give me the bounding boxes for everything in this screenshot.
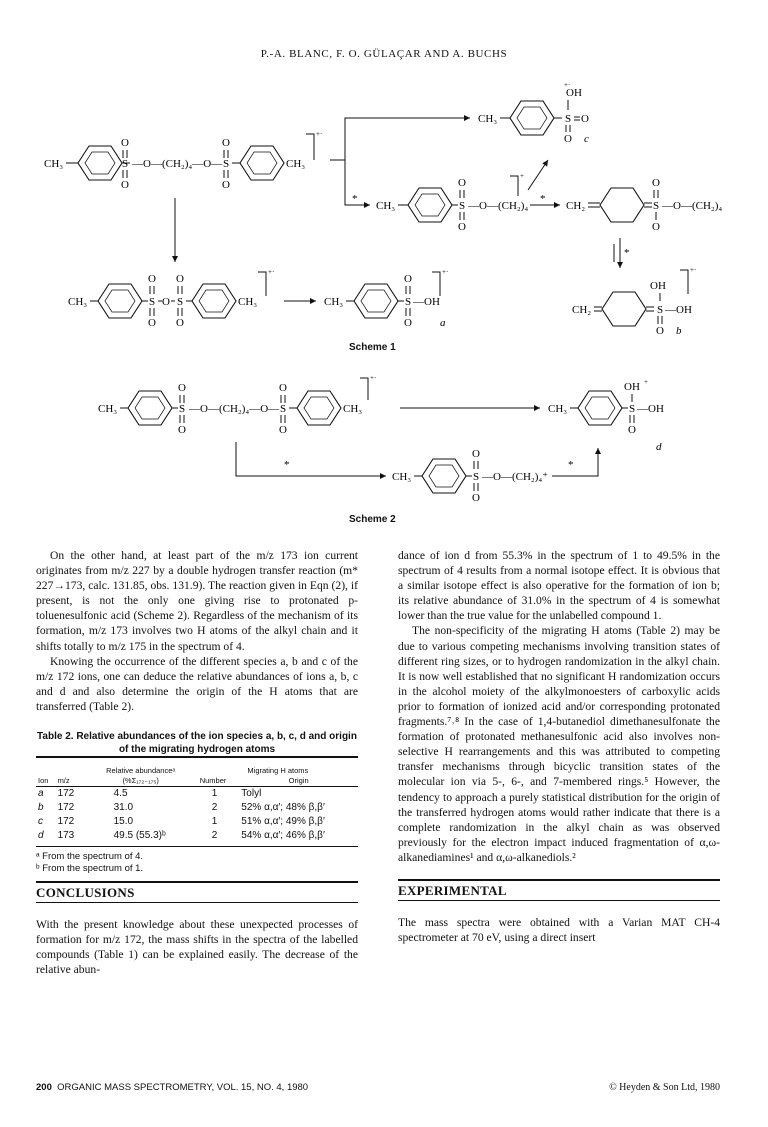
scheme1-anhydride [68,268,274,329]
col-rel-sub: (%Σ₁₇₂₋₁₇₅) [122,776,159,786]
ion-b-structure [572,266,696,337]
svg-text:CH₃: CH₃ [286,158,306,170]
table-caption: Table 2. Relative abundances of the ion species a, b, c, d and origin of the migrating hydrogen atoms [37,731,357,756]
svg-text:S: S [176,296,184,308]
svg-text:*: * [284,459,290,471]
right-column [398,548,720,945]
scheme2-intermediate [392,448,548,504]
scheme2-label: Scheme 2 [349,514,396,525]
svg-text:CH₃: CH₃ [324,296,344,308]
svg-text:S: S [652,200,660,212]
table-row: d 173 49.5 (55.3)ᵇ 2 54% α,α′; 46% β,β′ [38,830,325,842]
svg-text:O: O [656,325,664,337]
svg-text:+·: +· [370,374,377,382]
svg-text:S: S [656,304,664,316]
col-rel-abundance: Relative abundanceᵃ [106,766,176,776]
col-number: Number [199,776,227,786]
svg-text:O: O [121,179,129,191]
svg-text:CH₃: CH₃ [238,296,258,308]
svg-text:O: O [162,296,170,308]
svg-text:S: S [404,296,412,308]
svg-text:CH₃: CH₃ [68,296,88,308]
svg-text:c: c [584,133,589,145]
svg-text:S: S [121,158,129,170]
svg-text:OH: OH [566,87,582,99]
left-paragraph-3: With the present knowledge about these unexpected processes of formation for m/z 172, the mass shifts in the spectra of the labelled compounds (Table 1) can be explained easily. The decrease of the relative abun- [36,918,358,977]
svg-text:O: O [178,382,186,394]
footnote-a: ᵃ From the spectrum of 4. [36,851,144,863]
svg-text:d: d [656,441,662,453]
svg-text:*: * [568,459,574,471]
svg-text:O: O [472,492,480,504]
journal-citation: ORGANIC MASS SPECTROMETRY, VOL. 15, NO. 4, 1980 [57,1082,309,1093]
left-column [36,548,358,978]
scheme1-quinoid-ion [566,177,722,233]
svg-text:+·: +· [564,81,571,89]
ion-c-structure [478,81,589,145]
svg-text:—OH: —OH [637,403,664,415]
col-ion: Ion [38,776,49,786]
svg-text:S: S [458,200,466,212]
col-mz: m/z [57,776,70,786]
svg-text:CH₂: CH₂ [566,200,586,212]
svg-text:CH₃: CH₃ [376,200,396,212]
table-row: a 172 4.5 1 Tolyl [38,788,262,800]
ch3-label: CH₃ [44,158,64,170]
left-paragraph-1: On the other hand, at least part of the m/z 173 ion current originates from m/z 227 by a double hydrogen transfer reaction (m* 227→173, calc. 131.85, obs. 131.9). The reaction given in Eqn (2), if present, is not the only one giving rise to protonated p-toluenesulfonic acid (Scheme 2). Regardless of the mechanism of its formation, m/z 173 involves two H atoms of the alkyl chain and it shifts totally to m/z 175 in the spectrum of 4. [36,549,358,653]
svg-text:—O—(CH₂)₄—O—: —O—(CH₂)₄—O— [132,158,223,170]
right-paragraph-2: The non-specificity of the migrating H atoms (Table 2) may be due to various competing mechanisms involving transition states of different ring sizes, or to hydrogen randomization in the alkyl chain. It is now well established that no significant H randomization occurs in the alcohol moiety of the alkylmonoesters of carboxylic acids prior to formation of ionized acid and/or corresponding protonated fragments.⁷˒⁸ In the case of 1,4-butanediol dimethanesulfonate the formation of protonated methanesulfonic acid also involves non-selective H rearrangements and this was attributed to competing transfer mechanisms through bicyclic transition states of the molecular ion via 5-, 6-, and 7-membered rings.⁵ However, the tendency to approach a purely statistical distribution for the origin of the transferred hydrogen atoms would rather indicate that there is a complete randomization in the alkyl chain as was observed previously for the electron impact induced fragmentation of α,ω-alkanediamines¹ and α,ω-alkanediols.² [398,624,720,864]
svg-text:S: S [564,113,572,125]
svg-text:—O—(CH₂)₄: —O—(CH₂)₄ [662,200,723,212]
svg-text:—O—(CH₂)₄—O—: —O—(CH₂)₄—O— [189,403,280,415]
svg-text:O: O [628,424,636,436]
footer-copyright: © Heyden & Son Ltd, 1980 [609,1082,720,1093]
left-paragraph-2: Knowing the occurrence of the different species a, b and c of the m/z 172 ions, one can deduce the relative abundances of ions a, b, c and d and also determine the origin of the H atoms that are transferred (Table 2). [36,654,358,713]
footnote-b: ᵇ From the spectrum of 1. [36,863,144,875]
svg-text:O: O [176,273,184,285]
svg-text:CH₃: CH₃ [548,403,568,415]
svg-text:OH: OH [624,381,640,393]
svg-text:+: + [644,378,648,386]
scheme2-parent-molecule [98,374,376,436]
svg-text:O: O [279,424,287,436]
reaction-schemes [0,0,768,540]
col-origin: Origin [288,776,309,786]
svg-text:O: O [458,221,466,233]
svg-text:O: O [222,179,230,191]
table-row: b 172 31.0 2 52% α,α′; 48% β,β′ [38,802,325,814]
svg-text:O: O [148,273,156,285]
svg-text:O: O [404,273,412,285]
svg-text:O: O [279,382,287,394]
table-row: c 172 15.0 1 51% α,α′; 49% β,β′ [38,816,325,828]
svg-text:O: O [404,317,412,329]
page-number: 200 [36,1082,52,1093]
svg-text:O: O [222,137,230,149]
svg-text:CH₃: CH₃ [98,403,118,415]
svg-text:O: O [458,177,466,189]
right-paragraph-1: dance of ion d from 55.3% in the spectrum of 1 to 49.5% in the spectrum of 4 results from a normal isotope effect. It is obvious that a similar isotope effect is also operative for the formation of ion b; its relative abundance of 31.0% in the spectrum of 4 is somewhat lower than the true value for the unlabelled compound 1. [398,549,720,623]
svg-text:b: b [676,325,682,337]
right-paragraph-3: The mass spectra were obtained with a Varian MAT CH-4 spectrometer at 70 eV, using a direct insert [398,916,720,945]
svg-text:S: S [148,296,156,308]
svg-text:S: S [279,403,287,415]
scheme1-label: Scheme 1 [349,342,396,353]
svg-text:+·: +· [690,266,697,274]
ion-d-structure [548,378,664,453]
svg-text:CH₂: CH₂ [572,304,592,316]
svg-text:+·: +· [316,130,323,138]
svg-text:—OH: —OH [413,296,440,308]
svg-text:OH: OH [650,280,666,292]
running-head: P.-A. BLANC, F. O. GÜLAÇAR AND A. BUCHS [260,48,508,60]
ion-a-structure [324,268,448,329]
svg-text:O: O [564,133,572,145]
svg-text:S: S [222,158,230,170]
svg-text:O: O [472,448,480,460]
col-migrating-h: Migrating H atoms [247,766,309,776]
svg-text:O: O [652,177,660,189]
svg-text:O: O [121,137,129,149]
svg-text:CH₃: CH₃ [478,113,498,125]
svg-text:*: * [352,193,358,205]
svg-text:O: O [176,317,184,329]
svg-text:*: * [624,247,630,259]
svg-text:S: S [628,403,636,415]
svg-text:O: O [178,424,186,436]
svg-text:+: + [520,172,524,180]
svg-text:O: O [148,317,156,329]
svg-text:O: O [581,113,589,125]
svg-text:CH₃: CH₃ [392,471,412,483]
table-2 [36,766,358,843]
experimental-heading: EXPERIMENTAL [398,879,720,901]
svg-text:O: O [652,221,660,233]
scheme1-parent-molecule [44,130,322,191]
svg-text:*: * [540,193,546,205]
svg-text:+·: +· [442,268,449,276]
svg-text:S: S [178,403,186,415]
svg-text:S: S [472,471,480,483]
svg-text:CH₃: CH₃ [343,403,363,415]
svg-text:—O—(CH₂)₄: —O—(CH₂)₄ [468,200,529,212]
conclusions-heading: CONCLUSIONS [36,881,358,903]
footer-journal [36,1082,308,1093]
svg-text:a: a [440,317,446,329]
svg-text:—OH: —OH [665,304,692,316]
svg-text:+·: +· [268,268,275,276]
scheme1-middle-ion [376,172,528,233]
svg-text:—O—(CH₂)₄⁺: —O—(CH₂)₄⁺ [482,471,549,483]
